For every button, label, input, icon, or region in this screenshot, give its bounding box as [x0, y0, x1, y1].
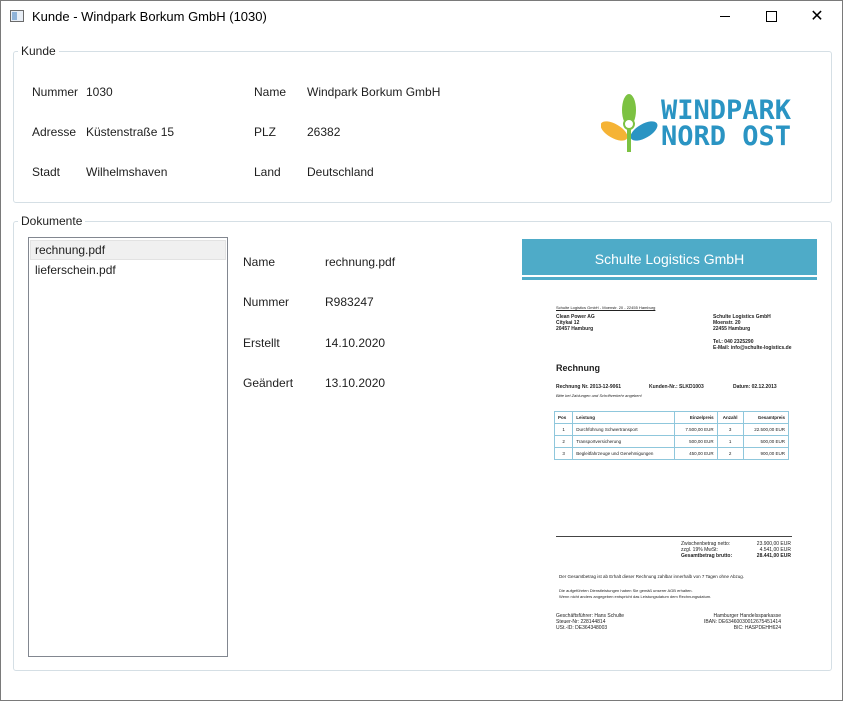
- kunde-legend: Kunde: [21, 44, 56, 58]
- maximize-button[interactable]: [748, 1, 794, 32]
- preview-total-value-1: 23.900,00 EUR: [756, 541, 791, 547]
- adresse-value: Küstenstraße 15: [86, 125, 175, 139]
- doc-geaendert-value: 13.10.2020: [325, 376, 386, 390]
- list-item[interactable]: rechnung.pdf: [30, 240, 226, 260]
- minimize-icon: [720, 16, 730, 17]
- table-cell: 450,00 EUR: [675, 448, 717, 460]
- table-row: [555, 424, 789, 436]
- preview-sender-2: Moenstr. 20: [713, 320, 741, 326]
- preview-total-value-2: 4.541,00 EUR: [759, 547, 791, 553]
- name-label: Name: [254, 85, 287, 99]
- adresse-label: Adresse: [32, 125, 77, 139]
- preview-heading: Rechnung: [556, 363, 600, 373]
- dokumente-legend: Dokumente: [21, 214, 83, 228]
- preview-customer-no: Kunden-Nr.: SLKD1003: [649, 384, 704, 390]
- preview-service-note-2: Wenn nicht anders angegeben entspricht das Leistungsdatum dem Rechnungsdatum.: [559, 594, 712, 599]
- stadt-value: Wilhelmshaven: [86, 165, 168, 179]
- title-bar[interactable]: [1, 1, 842, 32]
- table-cell: 2: [555, 436, 573, 448]
- doc-name-label: Name: [243, 255, 276, 269]
- table-cell: 2: [717, 448, 743, 460]
- stadt-label: Stadt: [32, 165, 61, 179]
- doc-name-value: rechnung.pdf: [325, 255, 396, 269]
- preview-contact-1: Tel.: 040 2325290: [713, 339, 754, 345]
- preview-footer-left-2: Steuer-Nr: 228144814: [556, 619, 606, 625]
- preview-recipient-3: 20457 Hamburg: [556, 326, 594, 332]
- preview-service-note-1: Die aufgeführten Dienstleistungen haben Sie gemäß unserer AGB erhalten.: [559, 588, 693, 593]
- preview-invoice-no: Rechnung Nr. 2013-12-9061: [556, 384, 622, 390]
- preview-recipient-1: Clean Power AG: [556, 314, 595, 320]
- preview-header-line: [522, 277, 817, 280]
- preview-company-header: Schulte Logistics GmbH: [522, 239, 817, 275]
- preview-sender-3: 22455 Hamburg: [713, 326, 751, 332]
- table-cell: Durchführung Schwertransport: [573, 424, 675, 436]
- preview-sender-line: Schulte Logistics GmbH - Moenstr. 20 - 22455 Hamburg: [556, 305, 656, 310]
- preview-items-table: [554, 411, 789, 460]
- preview-recipient-2: Citykai 12: [556, 320, 580, 326]
- preview-footer-right-1: Hamburger Handelssparkasse: [713, 613, 781, 619]
- logo-line-2: NORD OST: [661, 121, 792, 152]
- preview-contact-2: E-Mail: info@schulte-logistics.de: [713, 345, 792, 351]
- table-cell: 1: [717, 436, 743, 448]
- preview-payment-note: Der Gesamtbetrag ist ab Erhalt dieser Rechnung zahlbar innerhalb von 7 Tagen ohne Abzug.: [559, 574, 745, 579]
- preview-total-label-3: Gesamtbetrag brutto:: [681, 553, 733, 559]
- table-header-cell: Anzahl: [717, 412, 743, 424]
- preview-note: Bitte bei Zahlungen und Schriftverkehr angeben!: [556, 393, 642, 398]
- doc-erstellt-value: 14.10.2020: [325, 336, 386, 350]
- window-title: Kunde - Windpark Borkum GmbH (1030): [32, 9, 267, 24]
- preview-footer-right-2: IBAN: DE63460030012675451414: [703, 619, 781, 625]
- wind-turbine-icon: [601, 94, 659, 154]
- table-header-cell: Einzelpreis: [675, 412, 717, 424]
- close-button[interactable]: [794, 1, 840, 32]
- list-item[interactable]: lieferschein.pdf: [35, 263, 116, 277]
- table-cell: 500,00 EUR: [675, 436, 717, 448]
- preview-footer-left-1: Geschäftsführer: Hans Schulte: [556, 613, 625, 619]
- table-header-cell: Pos: [555, 412, 573, 424]
- doc-erstellt-label: Erstellt: [243, 336, 280, 350]
- land-label: Land: [254, 165, 281, 179]
- preview-footer-left-3: USt.-ID: DE364348003: [556, 625, 608, 631]
- land-value: Deutschland: [307, 165, 374, 179]
- preview-total-label-1: Zwischenbetrag netto:: [681, 541, 731, 547]
- doc-nummer-label: Nummer: [243, 295, 290, 309]
- preview-date: Datum: 02.12.2013: [733, 384, 777, 390]
- plz-label: PLZ: [254, 125, 277, 139]
- table-row: [555, 412, 789, 424]
- table-cell: 3: [717, 424, 743, 436]
- close-icon: ✕: [810, 7, 824, 25]
- document-preview: [521, 238, 818, 656]
- table-row: [555, 448, 789, 460]
- table-cell: 500,00 EUR: [743, 436, 788, 448]
- preview-total-value-3: 28.441,00 EUR: [756, 553, 791, 559]
- minimize-button[interactable]: [702, 1, 748, 32]
- table-row: [555, 436, 789, 448]
- table-cell: 22.500,00 EUR: [743, 424, 788, 436]
- doc-geaendert-label: Geändert: [243, 376, 294, 390]
- table-cell: 7.500,00 EUR: [675, 424, 717, 436]
- preview-footer-right-3: BIC: HASPDEHH624: [733, 625, 781, 631]
- preview-total-label-2: zzgl. 19% MwSt:: [681, 547, 718, 553]
- document-list[interactable]: [28, 237, 228, 657]
- nummer-label: Nummer: [32, 85, 79, 99]
- nummer-value: 1030: [86, 85, 113, 99]
- table-cell: 3: [555, 448, 573, 460]
- preview-divider: [556, 536, 792, 537]
- table-cell: Transportversicherung: [573, 436, 675, 448]
- table-cell: Begleitfahrzeuge und Genehmigungen: [573, 448, 675, 460]
- logo-line-1: WINDPARK: [661, 95, 792, 126]
- table-cell: 1: [555, 424, 573, 436]
- name-value: Windpark Borkum GmbH: [307, 85, 441, 99]
- doc-nummer-value: R983247: [325, 295, 374, 309]
- table-header-cell: Leistung: [573, 412, 675, 424]
- table-header-cell: Gesamtpreis: [743, 412, 788, 424]
- table-cell: 900,00 EUR: [743, 448, 788, 460]
- plz-value: 26382: [307, 125, 341, 139]
- maximize-icon: [766, 11, 777, 22]
- app-window-icon: [10, 10, 24, 22]
- preview-sender-1: Schulte Logistics GmbH: [713, 314, 771, 320]
- customer-logo: [601, 94, 805, 154]
